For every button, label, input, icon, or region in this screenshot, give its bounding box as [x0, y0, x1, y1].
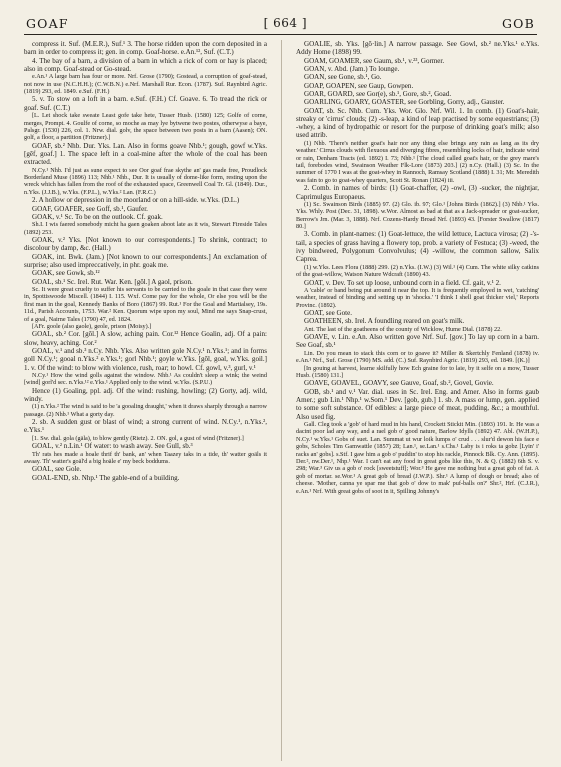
entry-paragraph: GOAN, see Gone, sb.¹, Go. [304, 73, 382, 82]
entry-paragraph: Hence (1) Goaling, ppl. adj. Of the wind: rushing, howling; (2) Gorty, adj. wild, windy. [24, 386, 267, 404]
entry-paragraph: compress it. Suf. (M.E.R.), Suf.¹ 3. The horse ridden upon the corn deposited in a barn in order to compress it; gen. in comp. Goaf-horse. e.An.¹², Suf. (C.T.) [24, 40, 267, 57]
entry-paragraph: 2. Comb. in names of birds: (1) Goat-chaffer, (2) -owl, (3) -sucker, the nightjar, Caprimulgus Europaeus. [296, 184, 539, 201]
entry-paragraph: GOAVE, v. Lin. e.An. Also written gove Nrf. Suf. [gov.] To lay up corn in a barn. See Goaf, sb.¹ [296, 333, 539, 350]
entry-paragraph: 3. Comb. in plant-names: (1) Goat-lettuce, the wild lettuce, Lactuca virosa; (2) -'s-tail, a species of grass having a flowery top, prob. a variety of Festuca; (3) -weed, the ivy bindweed, Polygonum Convolvulus; (4) -willow, the common sallow, Salix Caprea. [296, 230, 539, 264]
page-header [26, 14, 535, 32]
entry-paragraph: GOAK, see Gowk, sb.¹² [32, 269, 100, 278]
entry-paragraph: Sh.I. I wis faered somebody micht ha gaen goaken aboot late as it wis, Stewart Fireside Tales (1892) 253. [24, 221, 267, 236]
entry-paragraph: GOALIE, sb. Yks. [gō·lin.] A narrow passage. See Gowl, sb.² ne.Yks.¹ e.Yks. Addy Home (1898) 99. [296, 40, 539, 57]
entry-paragraph: GOAF, GOAFER, see Goff, sb.¹, Gaufer. [32, 204, 148, 213]
page-number: [ 664 ] [263, 16, 308, 30]
entry-paragraph: GOAL, v.² n.Lin.¹ Of water: to wash away. See Gull, sb.³ [32, 442, 193, 451]
entry-paragraph: 2. A hollow or depression in the moorland or on a hill-side. w.Yks. (D.L.) [32, 196, 240, 205]
entry-paragraph: e.An.¹ A large barn has four or more. Nrf. Grose (1790); Gostead, a corruption of goaf-stead, not now in use (N.C.H.H.); (C.W.B.N.) e.Nrf. Marshall Rur. Econ. (1787). Suf. Raynbird Agric. (1819) 293, ed. 1849. e.Suf. (F.H.) [24, 73, 267, 96]
entry-paragraph: A 'cable' or band being put around it near the top. It is frequently employed in wet, 'catching' weather, instead of binding and setting up in 'shocks.' 'I think I shell goat thicker viel,' Reports Provinc. (1892). [296, 286, 539, 309]
left-column [24, 40, 267, 761]
entry-paragraph: GOAL-END, sb. Nhp.¹ The gable-end of a building. [32, 473, 180, 482]
entry-paragraph: GOAK, int. Bwk. (Jam.) [Not known to our correspondents.] An exclamation of surprise; also used impreccatively, in phr. goak me. [24, 252, 267, 269]
entry-paragraph: GOATHEEN, sb. Irel. A foundling reared on goat's milk. [304, 317, 465, 326]
header-right-word: GOB [501, 15, 535, 31]
entry-paragraph: GOAT, see Gote. [304, 309, 353, 318]
entry-paragraph: GOAR, GOARD, see Gor(e), sb.¹, Gore, sb.², Goad. [304, 89, 452, 98]
entry-paragraph: 2. sb. A sudden gust or blast of wind; a strong current of wind. N.Cy.¹, n.Yks.², e.Yks.¹ [24, 418, 267, 435]
entry-paragraph: (1) Nhb. 'There's neither goat's hair nor any thing else brings any rain as lang as its dry weather.' Cirrus clouds with flexuous and diverging fibres, resembling locks of hair, indicate wind or rain, Denham Tracts (ed. 1892) I. 73; Nhb.¹ [The cloud called goat's hair, or the grey mare's tail, forebodes wind, Swainson Weather Flk-Lore (1873) 203.] (2) n.Cy. (Hall.) (3) Sc. In the summer of 1770 I was at the goat-whey in Rannoch, Ramsay Scotland (1888) I. 31; Mr. Meredith was fain to go to goat-whey quarters, Scott St. Ronan (1824) iii. [296, 139, 539, 184]
entry-paragraph: GOAM, GOAMER, see Gaum, sb.¹, v.²³, Gormer. [304, 56, 445, 65]
entry-paragraph: GOAP, GOAPEN, see Gaup, Gowpen. [304, 81, 414, 90]
entry-paragraph: (1) w.Yks. Lees Flora (1888) 299. (2) n.Yks. (I.W.) (3) Wil.¹ (4) Cum. The white silky catkins of the goat-willow, Watson Nature Wdcraft (1890) 43. [296, 263, 539, 279]
entry-paragraph: 5. v. To stow on a loft in a barn. e.Suf. (F.H.) Cf. Goave. 6. To tread the rick or goaf. Suf. (C.T.) [24, 95, 267, 112]
entry-paragraph: GOAT, v. Dev. To set up loose, unbound corn in a field. Cf. gait, v.¹ 2. [304, 278, 501, 287]
entry-paragraph: N.Cy.¹ How the wind golls against the window. Nhb.¹ As couldn't sleep a wink; the weind [wind] gorl'd sec. n.Yks.¹² e.Yks.¹ Applied only to the wind. w.Yks. (S.P.U.) [24, 371, 267, 387]
entry-paragraph: GOARLING, GOARY, GOASTER, see Gorbling, Gorry, adj., Gauster. [304, 98, 505, 107]
entry-paragraph: GOAK, v.¹ Sc. To be on the outlook. Cf. goak. [32, 212, 163, 221]
entry-paragraph: GOB, sb.¹ and v.¹ Var. dial. uses in Sc. Irel. Eng. and Amer. Also in forms gaub Amer.; gub Lin.¹ Nhp.¹ w.Som.¹ Dev. [gob, gub.] 1. sb. A mass or lump, gen. applied to some soft substance. Of edibles: a large piece of meat, pudding, &c.; a mouthful. Also used fig. [296, 387, 539, 421]
entry-paragraph: Th' rats hes made a hoale thrif th' bank, an' when Taazey taks in a tide, th' watter goäls it awaay. Th' watter's goäl'd a big hoäle e' my beck boddums. [24, 450, 267, 465]
entry-paragraph: GOAF, sb.² Nhb. Dur. Yks. Lan. Also in forms goave Nhb.¹; gough, gowf w.Yks. [gēf, goəf.] 1. The space left in a coal-mine after the whole of the coal has been extracted. [24, 141, 267, 167]
entry-paragraph: GOAL, sb.² Cor. [gōl.] A slow, aching pain. Cor.¹² Hence Goalin, adj. Of a pain: slow, heavy, aching. Cor.² [24, 330, 267, 347]
entry-paragraph: [In gouing at harvest, learne skilfully how Ech graine for to laie, by it selfe on a mow, Tusser Husb. (1580) 131.] [296, 364, 539, 379]
entry-paragraph: GOAL, sb.¹ Sc. Irel. Rut. War. Ken. [gōl.] A gaol, prison. [32, 277, 193, 286]
entry-paragraph: GOAK, v.² Yks. [Not known to our correspondents.] To shrink, contract; to discolour by damp, &c. (Hall.) [24, 236, 267, 253]
entry-paragraph: (1) n.Yks.² The wind is said to be 'a gooaling draught,' when it draws sharply through a narrow passage. (2) Nhb.¹ What a gorty day. [24, 403, 267, 418]
entry-paragraph: Gall. Cleg took a 'gob' of hard mud in his hand, Crockett Stickit Min. (1893) 191. Ir. He was a dacint poor lad any way, and a rael gob o' good nature, Barlow Idylls (1892) 47. Abl. (W.H.P.), N.Cy.¹ w.Yks.¹ Gobs of suet. Lan. Summat ut wur loik lumps o' crud . . . slur'd dewon his face e gobs, Scholes Tim Gamwattle (1857) 28; Lan.¹, se.Lan.¹ s.Chs.¹ Laby is i roks ta gobz [Lyin' i' racks an' gobs]. s.Stf. I gaw him a gob o' puddin' to stop his rackle, Pinnock Blk. Cy. Ann. (1895). Der.², nw.Der.¹, Nhp.¹ War. I can't eat any food in great gobs like this, N. & Q. (1882) 6th S. v. 298; War.³ Giv us a gob o' rock [sweetstuff]; Wor.³ He gave me nothing but a great gob of fat. A gob of mortar. se.Wor.¹ A great gob of bread (J.W.P.). Shr.¹ A lump of dough or bread; also of cheese. 'Mother, canna ye spar me that gob o' dow to mak' puf-balls on?' Shr.², Hrf. (C.J.R.), e.An.¹ Nrf. With great gobs of soot in it, Spilling Johnny's [296, 420, 539, 495]
column-divider [281, 40, 282, 761]
text-columns [24, 40, 539, 761]
entry-paragraph: GOAT, sb. Sc. Nhb. Cum. Yks. Wor. Glo. Nrf. Wil. 1. In comb. (1) Goat's-hair, streaky or 'cirrus' clouds; (2) -s-leap, a kind of leap practised by some equestrians; (3) -whey, a kind of hydropathic or resort for the purpose of drinking goat's milk; also used attrib. [296, 106, 539, 140]
entry-paragraph: Sc. It were great cruelty to suffer his servants to be carried to the goale in that case they were in, Spottiswoode Miscell. (1844) I. 115. Wxf. Come pay for the whole, Or else you will be the first man in the goal, Kennedy Banks of Boro (1867) 99. Rut.¹ For the Goal and Martialsey, 19s. 11d., Parish Accounts, 1753. War.² Ken. Quorum wipe upon my soul, Mind me says Snap-crust, of a goal, Nairne Tales (1790) 47, ed. 1824. [24, 285, 267, 323]
entry-paragraph: GOAL, v.¹ and sb.³ n.Cy. Nhb. Yks. Also written gole N.Cy.¹ n.Yks.¹; and in forms goll N.Cy.¹; gooal n.Yks.² e.Yks.¹; gorl Nhb.¹; goyle w.Yks. [gōl, goəl, w.Yks. goil.] 1. v. Of the wind: to blow with violence, rush, roar; to howl. Cf. gowl, v.³, gurl, v.¹ [24, 346, 267, 372]
entry-paragraph: N.Cy.¹ Nhb. I'd just as sune expect to see Oor goaf frae skythe an' gas made free, Proudlock Borderland Muse (1896) 113; Nhb.¹ Nhb., Dur. It is usually of dome-like form, resting upon the wreck which has fallen from the roof of the exhausted space, Greenwell Coal Tr. Gl. (1849). Dur., n.Yks. (J.J.B.), w.Yks. (F.P.L.), w.Yks.² Lan. (F.R.C.) [24, 166, 267, 196]
entry-paragraph: (1) Sc. Swainson Birds (1885) 97. (2) Glo. ib. 97; Glo.¹ [Johns Birds (1862).] (3) Nhb.¹ Yks. Yks. Whly. Post (Dec. 31, 1898). w.Wor. Almost as bad at that as a Jack-spreader or goat-sucker, Berrow's Jrn. (Mar. 3, 1888). Nrf. Cozens-Hardy Broad Nrf. (1893) 43. [Forster Swallow (1817) 80.] [296, 200, 539, 231]
entry-paragraph: [1. Sw. dial. gola (gāla), to blow gently (Rietz). 2. ON. gol, a gust of wind (Fritzner).] [32, 434, 244, 442]
entry-paragraph: Ant. The last of the goatheens of the county of Wicklow, Hume Dial. (1878) 22. [304, 325, 502, 333]
entry-paragraph: [AFr. goole (also gaole), geole, prison (Moisy).] [32, 322, 152, 330]
entry-paragraph: [L. Let shock take sweate Least gofe take hete, Tusser Husb. (1580) 125; Golfe of corne, merges, Prompt. 4. Goulfe of corne, so moche as may lye bytwene two postes, otherwyse a baye, Palsgr. (1530) 226, col. 1. Nrw. dial. golv, the space between two posts in a barn (Aasen); ON. golf, a floor, a partition (Fritzner).] [24, 112, 267, 142]
entry-paragraph: 4. The bay of a barn, a division of a barn in which a rick of corn or hay is placed; also in comp. Goaf-stead or Go-stead. [24, 56, 267, 73]
entry-paragraph: GOAVE, GOAVEL, GOAVY, see Gauve, Goaf, sb.², Govel, Govie. [304, 379, 494, 388]
entry-paragraph: GOAL, see Gole. [32, 465, 82, 474]
right-column [296, 40, 539, 761]
entry-paragraph: GOAN, v. Abd. (Jam.) To lounge. [304, 64, 400, 73]
entry-paragraph: Lin. Do you mean to stack this corn or to goave it? Miller & Skertchly Fenland (1878) iv. e.An.¹ Nrf., Suf. Grose (1790) MS. add. (C.) Suf. Raynbird Agric. (1819) 293, ed. 1849. [(K.)] [296, 349, 539, 365]
header-left-word: GOAF [26, 15, 69, 31]
header-rule [24, 34, 537, 35]
